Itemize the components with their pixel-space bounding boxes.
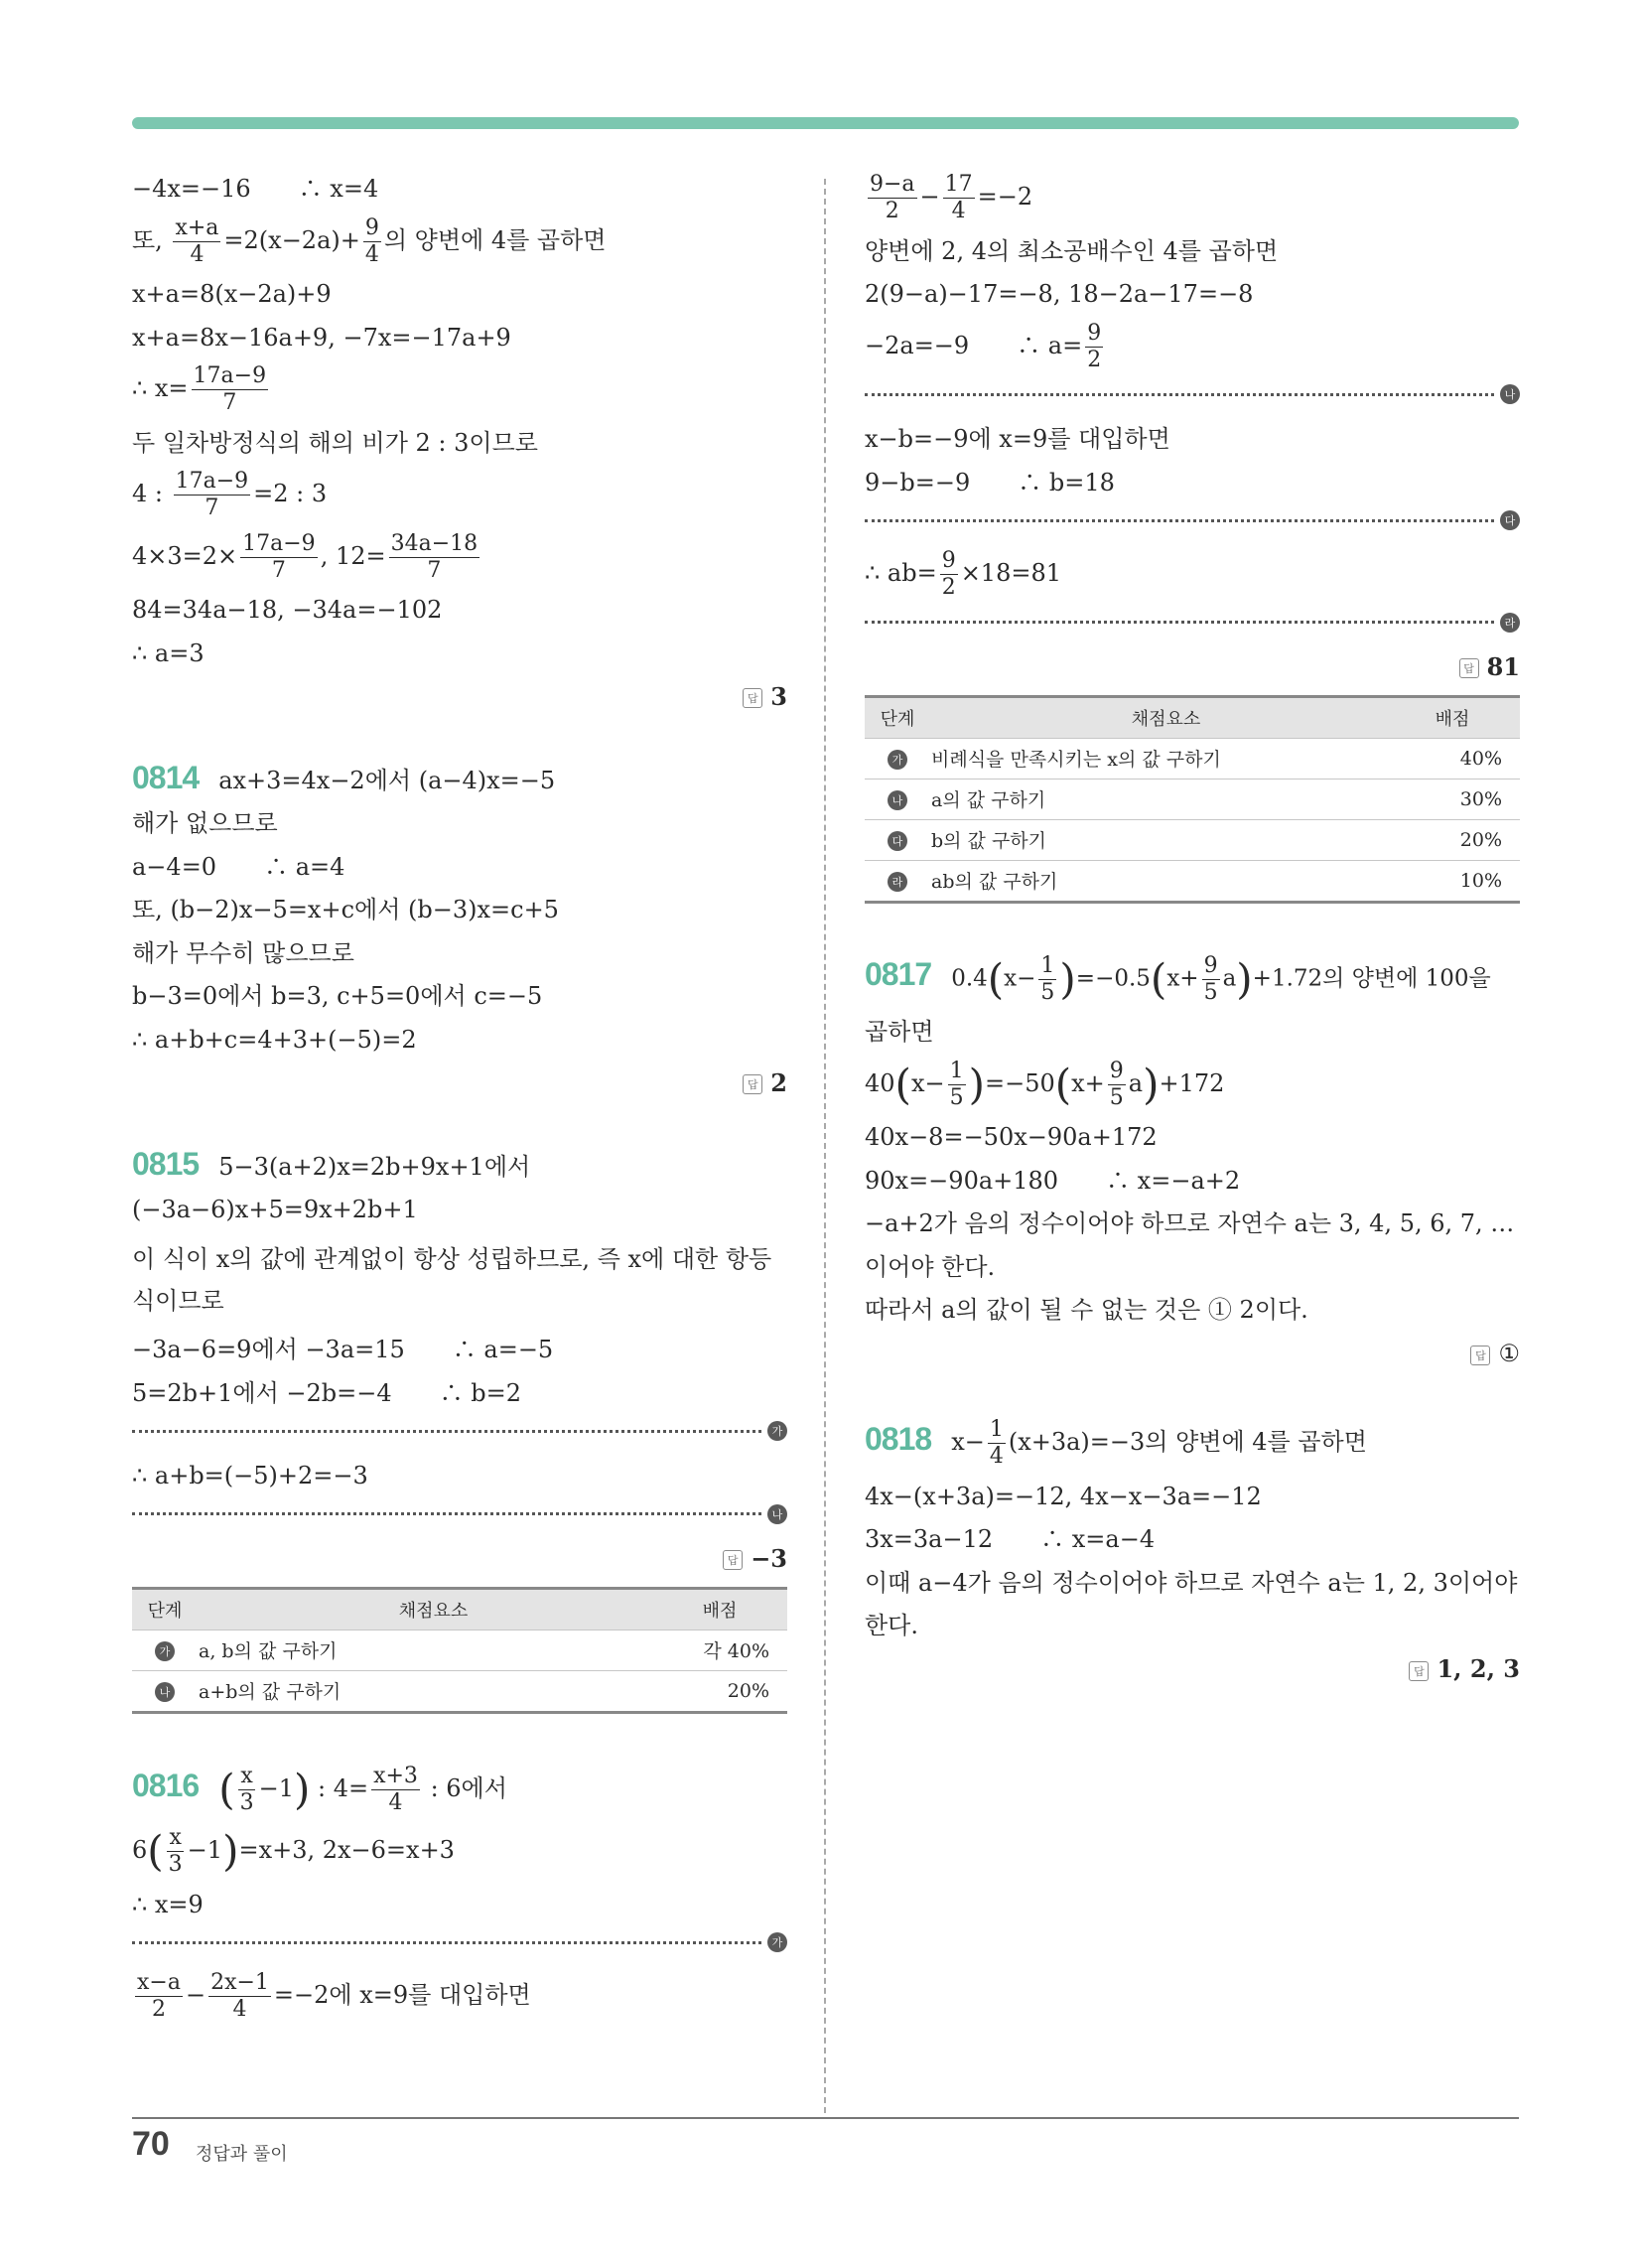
solution-line: a−4=0 ∴ a=4 — [132, 852, 345, 881]
solution-line: 해가 없으므로 — [132, 809, 278, 837]
problem-0818 — [865, 1419, 1520, 1683]
answer-0816: 답 81 — [865, 652, 1520, 681]
solution-line: 이어야 한다. — [865, 1252, 996, 1281]
problem-number: 0818 — [865, 1421, 932, 1457]
step-marker: 다 — [1500, 510, 1520, 530]
answer-0815: 답 −3 — [132, 1544, 787, 1573]
solution-line: 또, (b−2)x−5=x+c에서 (b−3)x=c+5 — [132, 896, 559, 923]
solution-line: 0817 0.4(x− $\frac{1}{5}$ )=−0.5(x+ $\frac{9}{5}$ a)+1.72의 양변에 100을 — [865, 952, 1491, 1005]
answer-icon: 답 — [1470, 1346, 1490, 1365]
table-row — [865, 860, 1520, 902]
footer-rule — [132, 2117, 1519, 2119]
col-header: 단계 — [865, 696, 930, 738]
problem-0817 — [865, 952, 1520, 1368]
answer-icon: 답 — [723, 1550, 743, 1570]
solution-line: 곱하면 — [865, 1018, 934, 1046]
answer-0813: 답 3 — [132, 682, 787, 711]
solution-line: x+a=8x−16a+9, −7x=−17a+9 — [132, 323, 511, 352]
solution-line: x+a=8(x−2a)+9 — [132, 280, 332, 308]
table-cell: 20% — [1402, 819, 1520, 860]
table-row — [865, 819, 1520, 860]
page-number: 70 — [132, 2125, 170, 2163]
col-header: 채점요소 — [930, 696, 1402, 738]
step-marker: 다 — [888, 831, 907, 851]
solution-line: x−b=−9에 x=9를 대입하면 — [865, 425, 1170, 453]
solution-line: 84=34a−18, −34a=−102 — [132, 596, 443, 624]
solution-line: 3x=3a−12 ∴ x=a−4 — [865, 1525, 1156, 1553]
table-cell: 비례식을 만족시키는 x의 값 구하기 — [930, 738, 1402, 779]
step-marker: 라 — [1500, 613, 1520, 633]
table-cell: ab의 값 구하기 — [930, 860, 1402, 902]
top-accent-bar — [132, 117, 1519, 129]
answer-icon: 답 — [1459, 658, 1479, 678]
problem-number: 0814 — [132, 759, 200, 795]
table-row — [132, 1630, 787, 1670]
step-divider — [865, 613, 1520, 633]
problem-number: 0816 — [132, 1767, 200, 1803]
solution-line: 4×3=2× $\frac{17a-9}{7}$ , 12= $\frac{34a-18}{7}$ — [132, 530, 479, 583]
step-marker: 나 — [1500, 384, 1520, 404]
col-header: 단계 — [132, 1588, 198, 1630]
solution-line: $\frac{9-a}{2}$ − $\frac{17}{4}$ =−2 — [870, 172, 1033, 223]
problem-number: 0815 — [132, 1145, 200, 1182]
solution-line: ∴ a+b=(−5)+2=−3 — [132, 1462, 368, 1489]
solution-line: 40(x− $\frac{1}{5}$ )=−50(x+ $\frac{9}{5}$ a)+172 — [865, 1058, 1225, 1110]
solution-line: 이 식이 x의 값에 관계없이 항상 성립하므로, 즉 x에 대한 항등식이므로 — [132, 1244, 772, 1315]
step-marker: 나 — [767, 1504, 787, 1524]
left-column — [132, 174, 787, 2035]
solution-line: ∴ a+b+c=4+3+(−5)=2 — [132, 1025, 417, 1054]
solution-line: −4x=−16 ∴ x=4 — [132, 175, 379, 203]
col-header: 배점 — [669, 1588, 787, 1630]
solution-line: 0815 5−3(a+2)x=2b+9x+1에서 — [132, 1145, 531, 1182]
answer-icon: 답 — [743, 688, 762, 708]
step-marker: 가 — [888, 750, 907, 770]
solution-line: ∴ x= $\frac{17a-9}{7}$ — [132, 363, 267, 415]
solution-line: ∴ a=3 — [132, 638, 205, 667]
solution-line: 5=2b+1에서 −2b=−4 ∴ b=2 — [132, 1378, 521, 1407]
table-cell: a+b의 값 구하기 — [198, 1670, 669, 1712]
table-cell: a, b의 값 구하기 — [198, 1630, 669, 1670]
solution-line: ∴ x=9 — [132, 1890, 204, 1918]
solution-line: 2(9−a)−17=−8, 18−2a−17=−8 — [865, 280, 1254, 308]
step-marker: 가 — [155, 1641, 175, 1661]
table-cell: a의 값 구하기 — [930, 779, 1402, 819]
solution-line: 0816 ( $\frac{x}{3}$ −1) : 4= $\frac{x+3}{4}$ : 6에서 — [132, 1763, 507, 1815]
right-column — [865, 174, 1520, 1683]
solution-line: 해가 무수히 많으므로 — [132, 938, 354, 967]
solution-line: 양변에 2, 4의 최소공배수인 4를 곱하면 — [865, 236, 1279, 265]
step-divider — [132, 1504, 787, 1524]
step-marker: 가 — [767, 1421, 787, 1441]
col-header: 채점요소 — [198, 1588, 669, 1630]
table-cell: 10% — [1402, 860, 1520, 902]
solution-line: 90x=−90a+180 ∴ x=−a+2 — [865, 1166, 1241, 1195]
column-divider — [824, 179, 826, 2113]
solution-line: $\frac{x-a}{2}$ − $\frac{2x-1}{4}$ =−2에 x=9를 대입하면 — [137, 1970, 531, 2022]
solution-line: −2a=−9 ∴ a= $\frac{9}{2}$ — [865, 320, 1102, 372]
table-cell: 각 40% — [669, 1630, 787, 1670]
problem-0814 — [132, 759, 787, 1097]
table-cell: 40% — [1402, 738, 1520, 779]
table-row — [865, 779, 1520, 819]
solution-line: 9−b=−9 ∴ b=18 — [865, 468, 1115, 496]
step-marker: 나 — [888, 790, 907, 810]
step-marker: 가 — [767, 1932, 787, 1952]
solution-line: 한다. — [865, 1612, 918, 1639]
step-divider — [132, 1421, 787, 1441]
problem-0815 — [132, 1145, 787, 1714]
solution-line: (−3a−6)x+5=9x+2b+1 — [132, 1196, 418, 1223]
step-divider — [865, 510, 1520, 530]
problem-number: 0817 — [865, 956, 932, 992]
solution-line: 40x−8=−50x−90a+172 — [865, 1123, 1158, 1151]
solution-line: 0818 x− $\frac{1}{4}$ (x+3a)=−3의 양변에 4를 곱하면 — [865, 1417, 1367, 1469]
solution-line: −3a−6=9에서 −3a=15 ∴ a=−5 — [132, 1336, 554, 1363]
step-divider — [132, 1932, 787, 1952]
table-cell: b의 값 구하기 — [930, 819, 1402, 860]
table-row — [132, 1670, 787, 1712]
page-section-title: 정답과 풀이 — [196, 2144, 288, 2165]
answer-icon: 답 — [743, 1074, 762, 1094]
table-cell: 20% — [669, 1670, 787, 1712]
solution-line: 4 : $\frac{17a-9}{7}$ =2 : 3 — [132, 469, 328, 520]
scoring-table-0816 — [865, 695, 1520, 904]
table-cell: 30% — [1402, 779, 1520, 819]
solution-line: −a+2가 음의 정수이어야 하므로 자연수 a는 3, 4, 5, 6, 7, … — [865, 1209, 1515, 1237]
solution-line: 따라서 a의 값이 될 수 없는 것은 ① 2이다. — [865, 1296, 1308, 1324]
answer-icon: 답 — [1409, 1661, 1429, 1681]
col-header: 배점 — [1402, 696, 1520, 738]
solution-line: b−3=0에서 b=3, c+5=0에서 c=−5 — [132, 982, 543, 1010]
solution-line: ∴ ab= $\frac{9}{2}$ ×18=81 — [865, 548, 1061, 600]
step-marker: 라 — [888, 872, 907, 892]
step-marker: 나 — [155, 1682, 175, 1702]
solution-line: 또, $\frac{x+a}{4}$ =2(x−2a)+ $\frac{9}{4}$ 의 양변에 4를 곱하면 — [132, 214, 607, 267]
solution-line: 0814 ax+3=4x−2에서 (a−4)x=−5 — [132, 759, 556, 795]
solution-line: 두 일차방정식의 해의 비가 2 : 3이므로 — [132, 428, 538, 457]
answer-0818: 답 1, 2, 3 — [865, 1654, 1520, 1683]
problem-0816 — [132, 1763, 787, 2022]
solution-line: 6( $\frac{x}{3}$ −1)=x+3, 2x−6=x+3 — [132, 1825, 455, 1877]
scoring-table-0815 — [132, 1587, 787, 1714]
table-row — [865, 738, 1520, 779]
solution-line: 이때 a−4가 음의 정수이어야 하므로 자연수 a는 1, 2, 3이어야 — [865, 1568, 1518, 1597]
answer-0817: 답 ① — [865, 1339, 1520, 1367]
answer-0814: 답 2 — [132, 1068, 787, 1097]
solution-line: 4x−(x+3a)=−12, 4x−x−3a=−12 — [865, 1482, 1262, 1510]
step-divider — [865, 384, 1520, 404]
